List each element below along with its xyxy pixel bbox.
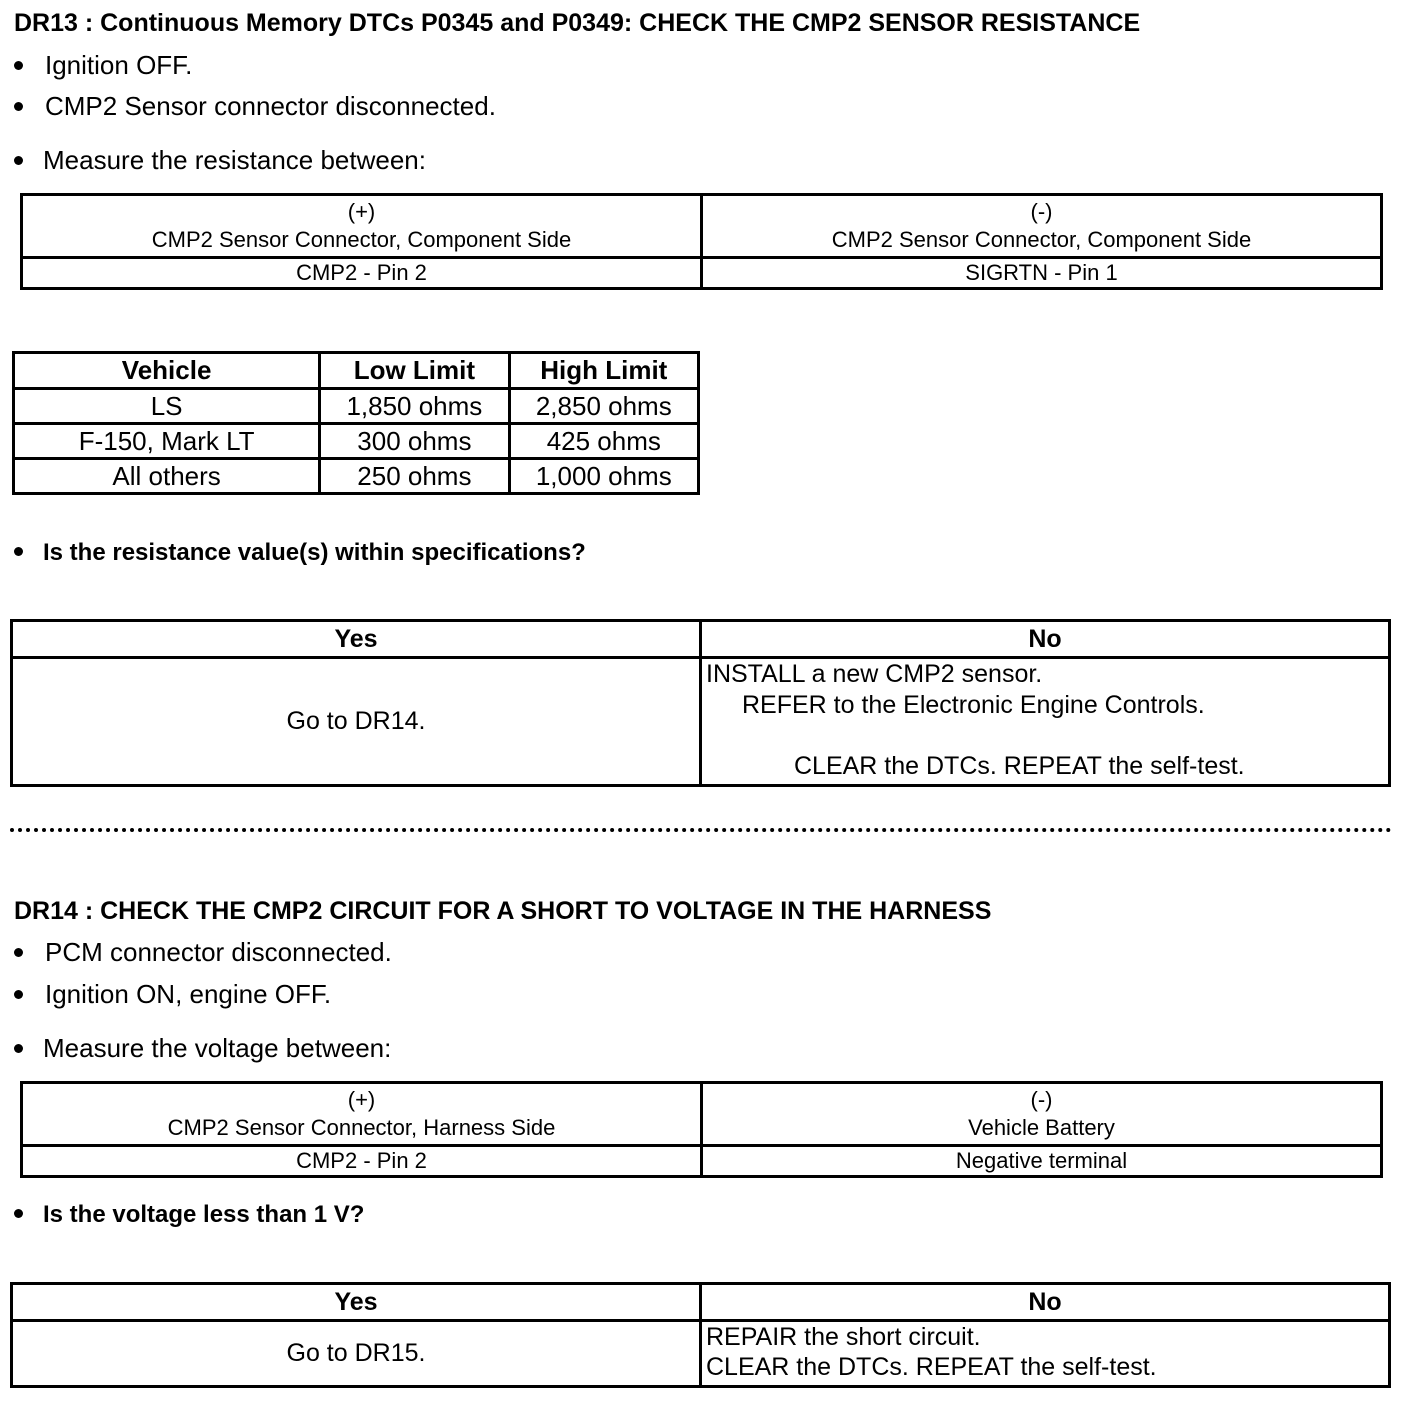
- spec-cell: LS: [14, 389, 320, 424]
- minus-pin: Negative terminal: [702, 1146, 1382, 1177]
- section-divider: [10, 828, 1392, 832]
- yes-header: Yes: [12, 1284, 701, 1321]
- no-action-line: CLEAR the DTCs. REPEAT the self-test.: [794, 752, 1245, 780]
- plus-pin: CMP2 - Pin 2: [22, 258, 702, 289]
- no-action-line: INSTALL a new CMP2 sensor.: [706, 660, 1043, 688]
- spec-cell: 425 ohms: [509, 424, 698, 459]
- table-row: [14, 389, 699, 424]
- minus-sign: (-): [1030, 199, 1053, 224]
- plus-connector: CMP2 Sensor Connector, Component Side: [151, 227, 572, 252]
- plus-pin: CMP2 - Pin 2: [22, 1146, 702, 1177]
- dr13-measure-table: [20, 193, 1383, 290]
- minus-sign: (-): [1030, 1087, 1053, 1112]
- no-action: [701, 1321, 1390, 1387]
- bullet-dot-icon: [14, 102, 23, 111]
- plus-connector: CMP2 Sensor Connector, Harness Side: [167, 1115, 556, 1140]
- spec-header-vehicle: Vehicle: [14, 353, 320, 389]
- dr13-bullet-1: Ignition OFF.: [14, 50, 192, 80]
- no-action-line: REFER to the Electronic Engine Controls.: [742, 691, 1205, 719]
- no-header: No: [701, 621, 1390, 658]
- minus-connector: Vehicle Battery: [968, 1115, 1115, 1140]
- spec-cell: 2,850 ohms: [509, 389, 698, 424]
- spec-cell: 1,850 ohms: [320, 389, 509, 424]
- dr13-spec-table: [12, 351, 700, 495]
- dr14-title: DR14 : CHECK THE CMP2 CIRCUIT FOR A SHORT TO VOLTAGE IN THE HARNESS: [14, 897, 992, 925]
- dr13-question: Is the resistance value(s) within specifications?: [14, 538, 586, 568]
- no-action-line: REPAIR the short circuit.: [706, 1323, 981, 1351]
- spec-cell: All others: [14, 459, 320, 494]
- table-row: [14, 459, 699, 494]
- spec-cell: F-150, Mark LT: [14, 424, 320, 459]
- dr13-bullet-2: CMP2 Sensor connector disconnected.: [14, 91, 496, 121]
- dr14-plus-header-cell: [22, 1083, 702, 1146]
- dr14-minus-header-cell: [702, 1083, 1382, 1146]
- dr14-measure-table: [20, 1081, 1383, 1178]
- plus-sign: (+): [347, 199, 376, 224]
- spec-header-high: High Limit: [509, 353, 698, 389]
- spec-cell: 1,000 ohms: [509, 459, 698, 494]
- dr14-question: Is the voltage less than 1 V?: [14, 1200, 364, 1230]
- yes-action: Go to DR14.: [12, 658, 701, 786]
- minus-pin: SIGRTN - Pin 1: [702, 258, 1382, 289]
- no-action-line: CLEAR the DTCs. REPEAT the self-test.: [706, 1353, 1157, 1381]
- dr14-bullet-1: PCM connector disconnected.: [14, 937, 392, 967]
- dr14-result-table: [10, 1282, 1391, 1388]
- plus-sign: (+): [347, 1087, 376, 1112]
- bullet-dot-icon: [14, 1209, 23, 1218]
- bullet-dot-icon: [14, 61, 23, 70]
- yes-header: Yes: [12, 621, 701, 658]
- dr13-minus-header-cell: [702, 195, 1382, 258]
- yes-action: Go to DR15.: [12, 1321, 701, 1387]
- minus-connector: CMP2 Sensor Connector, Component Side: [831, 227, 1252, 252]
- bullet-dot-icon: [14, 948, 23, 957]
- dr13-result-table: [10, 619, 1391, 787]
- table-row: [14, 424, 699, 459]
- no-header: No: [701, 1284, 1390, 1321]
- dr13-bullet-3: Measure the resistance between:: [14, 145, 426, 175]
- bullet-dot-icon: [14, 1044, 23, 1053]
- spec-cell: 300 ohms: [320, 424, 509, 459]
- dr14-bullet-2: Ignition ON, engine OFF.: [14, 979, 331, 1009]
- spec-header-low: Low Limit: [320, 353, 509, 389]
- dr13-title: DR13 : Continuous Memory DTCs P0345 and P0349: CHECK THE CMP2 SENSOR RESISTANCE: [14, 9, 1141, 37]
- bullet-dot-icon: [14, 990, 23, 999]
- bullet-dot-icon: [14, 547, 23, 556]
- no-action: [701, 658, 1390, 786]
- dr13-plus-header-cell: [22, 195, 702, 258]
- dr14-bullet-3: Measure the voltage between:: [14, 1033, 391, 1063]
- spec-cell: 250 ohms: [320, 459, 509, 494]
- bullet-dot-icon: [14, 156, 23, 165]
